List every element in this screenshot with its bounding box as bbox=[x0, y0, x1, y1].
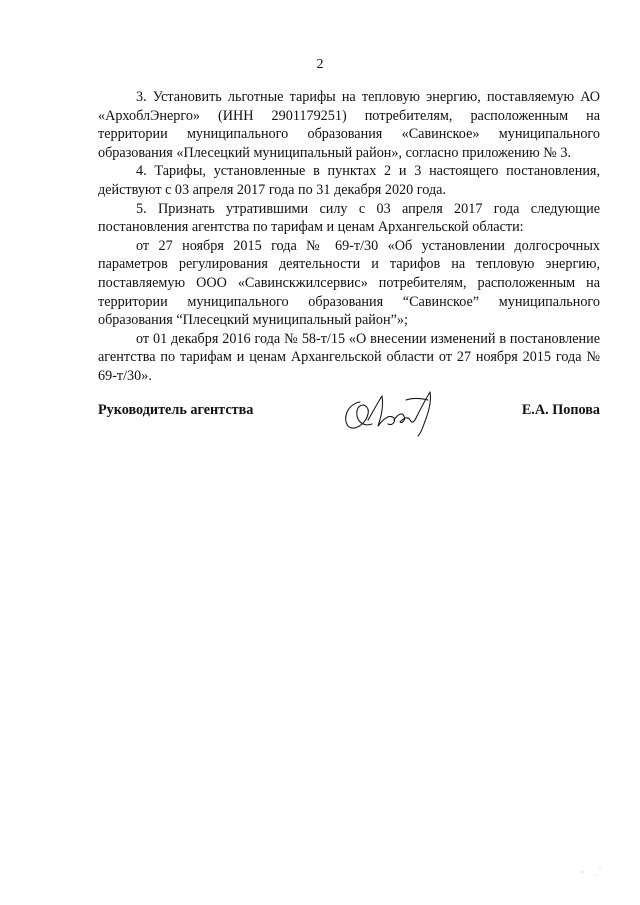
page-number: 2 bbox=[316, 57, 324, 72]
signer-position-title: Руководитель агентства bbox=[98, 402, 254, 418]
repealed-act-1: от 27 ноября 2015 года № 69-т/30 «Об установлении долгосрочных параметров регулирования деятельности и тарифов на тепловую энергию, поставляемую ООО «Савинскжилсервис» потребителям, расположенным на территории муниципального образования “Савинское” муниципального образования “Плесецкий муниципальный район”»; bbox=[98, 237, 600, 329]
scan-artifacts bbox=[570, 850, 610, 880]
repealed-act-2: от 01 декабря 2016 года № 58-т/15 «О внесении изменений в постановление агентства по тарифам и ценам Архангельской области от 27 ноября 2015 года № 69-т/30». bbox=[98, 330, 600, 384]
paragraph-item-4: 4. Тарифы, установленные в пунктах 2 и 3 настоящего постановления, действуют с 03 апреля 2017 года по 31 декабря 2020 года. bbox=[98, 163, 600, 198]
paragraph-item-5: 5. Признать утратившими силу с 03 апреля 2017 года следующие постановления агентства по тарифам и ценам Архангельской области: bbox=[98, 200, 600, 236]
signature-block bbox=[98, 380, 600, 440]
handwritten-signature bbox=[338, 380, 448, 440]
document-body bbox=[98, 88, 600, 386]
paragraph-item-3: 3. Установить льготные тарифы на тепловую энергию, поставляемую АО «АрхоблЭнерго» (ИНН 2901179251) потребителям, расположенным на территории муниципального образования «Савинское» муниципального образования «Плесецкий муниципальный район», согласно приложению № 3. bbox=[98, 89, 600, 161]
signer-name: Е.А. Попова bbox=[521, 402, 600, 418]
